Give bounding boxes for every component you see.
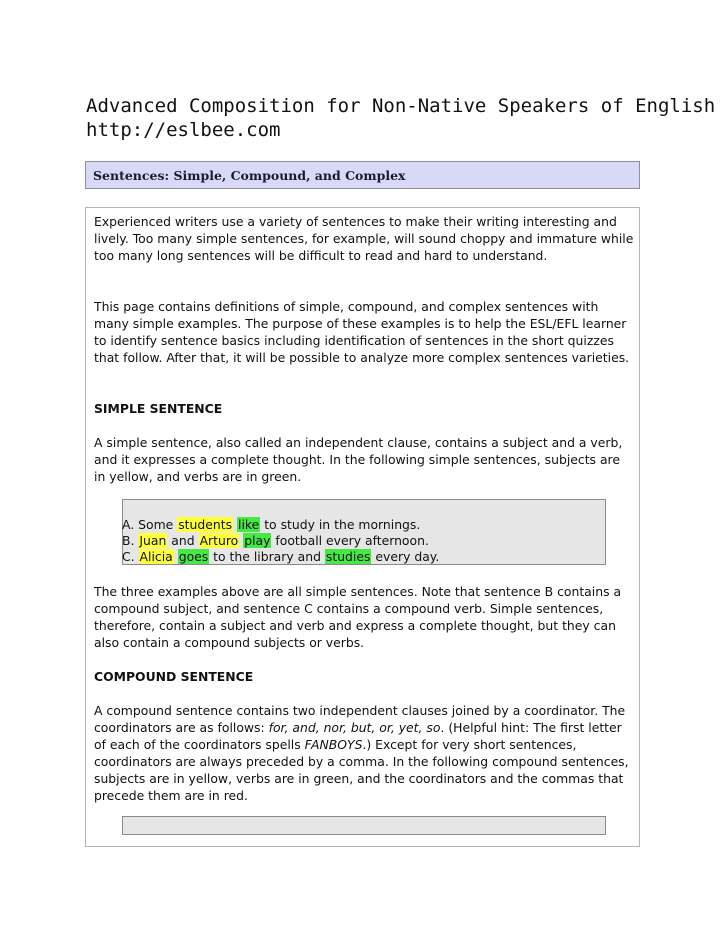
subject-highlight: students xyxy=(178,517,233,532)
simple-sentence-heading: SIMPLE SENTENCE xyxy=(94,401,223,416)
verb-highlight: like xyxy=(238,517,260,532)
intro-paragraph-2: This page contains definitions of simple, compound, and complex sentences with many simple examples. The purpose of these examples is to help the ESL/EFL learner to identify sentence basics including identification of sentences in the short quizzes that follow. After that, it will be possible to analyze more complex sentences varieties. xyxy=(94,299,630,365)
verb-highlight: play xyxy=(244,533,271,548)
compound-sentence-heading: COMPOUND SENTENCE xyxy=(94,669,254,684)
section-title: Sentences: Simple, Compound, and Complex xyxy=(93,168,406,183)
example-b: B. Juan and Arturo play football every afternoon. xyxy=(122,533,429,548)
example-c: C. Alicia goes to the library and studies every day. xyxy=(122,549,440,564)
simple-sentence-definition: A simple sentence, also called an independent clause, contains a subject and a verb, and it expresses a complete thought. In the following simple sentences, subjects are in yellow, and verbs are in green. xyxy=(94,435,623,484)
subject-highlight: Arturo xyxy=(199,533,239,548)
verb-highlight: goes xyxy=(178,549,209,564)
subject-highlight: Alicia xyxy=(139,549,173,564)
example-a: A. Some students like to study in the mornings. xyxy=(122,517,421,532)
title-line-1: Advanced Composition for Non-Native Speakers of English xyxy=(86,95,716,117)
subject-highlight: Juan xyxy=(139,533,167,548)
verb-highlight: studies xyxy=(325,549,371,564)
compound-sentence-definition: A compound sentence contains two independent clauses joined by a coordinator. The coordinators are as follows: for, and, nor, but, or, yet, so. (Helpful hint: The first letter of each of the coordinators spells FANBOYS.) Except for very short sentences, coordinators are always preceded by a comma. In the following compound sentences, subjects are in yellow, verbs are in green, and the coordinators and the commas that precede them are in red. xyxy=(94,703,629,803)
title-line-2-url: http://eslbee.com xyxy=(86,119,281,141)
simple-sentence-explanation: The three examples above are all simple sentences. Note that sentence B contains a compound subject, and sentence C contains a compound verb. Simple sentences, therefore, contain a subject and verb and express a complete thought, but they can also contain a compound subjects or verbs. xyxy=(94,584,622,650)
document-title xyxy=(86,94,715,142)
intro-paragraph-1: Experienced writers use a variety of sentences to make their writing interesting and lively. Too many simple sentences, for example, will sound choppy and immature while too many long sentences will be difficult to read and hard to understand. xyxy=(94,214,634,263)
fanboys-acronym: FANBOYS xyxy=(304,737,363,752)
coordinators-list: for, and, nor, but, or, yet, so xyxy=(268,720,441,735)
section-header-bar xyxy=(85,161,640,189)
compound-examples-box xyxy=(122,816,606,835)
